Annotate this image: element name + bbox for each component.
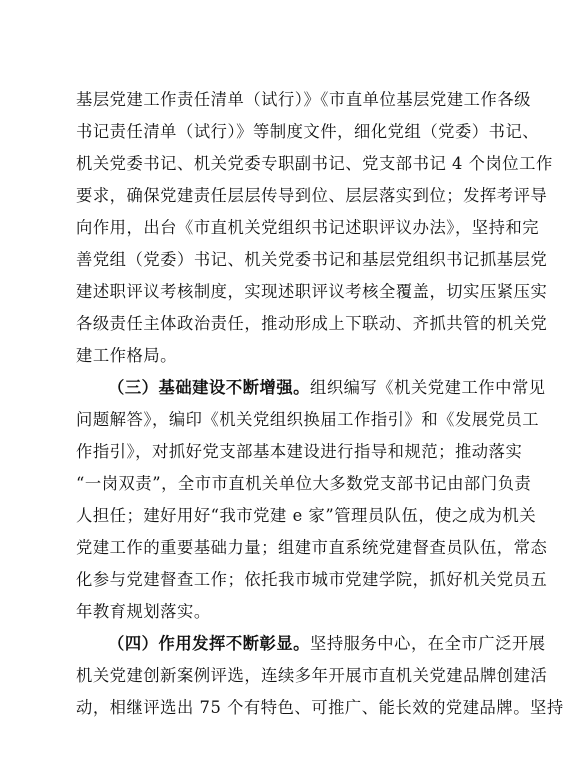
paragraph-line: 基层党建工作责任清单（试行）》《市直单位基层党建工作各级 — [76, 90, 531, 109]
paragraph-line: 要求，确保党建责任层层传导到位、层层落实到位；发挥考评导 — [76, 186, 548, 205]
paragraph-line: 善党组（党委）书记、机关党委书记和基层党组织书记抓基层党 — [76, 250, 548, 269]
paragraph-line: 机关党委书记、机关党委专职副书记、党支部书记 4 个岗位工作 — [76, 154, 553, 173]
paragraph-line: 党建工作的重要基础力量；组建市直系统党建督查员队伍，常态 — [76, 538, 548, 557]
paragraph-line: 建述职评议考核制度，实现述职评议考核全覆盖，切实压紧压实 — [76, 282, 548, 301]
section-4-lead-text: 坚持服务中心，在全市广泛开展 — [309, 634, 546, 653]
paragraph-line: 动，相继评选出 75 个有特色、可推广、能长效的党建品牌。坚持 — [76, 698, 564, 717]
paragraph-line: 作指引》，对抓好党支部基本建设进行指导和规范；推动落实 — [76, 442, 523, 461]
section-4-first-line — [108, 633, 546, 655]
paragraph-line: 建工作格局。 — [76, 346, 177, 365]
paragraph-line: 年教育规划落实。 — [76, 602, 211, 621]
paragraph-line: 各级责任主体政治责任，推动形成上下联动、齐抓共管的机关党 — [76, 314, 548, 333]
section-4-heading: （四）作用发挥不断彰显。 — [108, 634, 310, 653]
section-3-heading: （三）基础建设不断增强。 — [108, 378, 310, 397]
paragraph-line: 人担任；建好用好“我市党建 e 家”管理员队伍，使之成为机关 — [76, 506, 537, 525]
paragraph-line: 机关党建创新案例评选，连续多年开展市直机关党建品牌创建活 — [76, 666, 548, 685]
paragraph-line: 书记责任清单（试行）》等制度文件，细化党组（党委）书记、 — [76, 122, 540, 141]
paragraph-line: 化参与党建督查工作；依托我市城市党建学院，抓好机关党员五 — [76, 570, 548, 589]
section-3-first-line — [108, 377, 546, 399]
section-3-lead-text: 组织编写《机关党建工作中常见 — [309, 378, 546, 397]
paragraph-line: “一岗双责”，全市市直机关单位大多数党支部书记由部门负责 — [76, 474, 532, 493]
paragraph-line: 向作用，出台《市直机关党组织书记述职评议办法》，坚持和完 — [76, 218, 540, 237]
paragraph-line: 问题解答》，编印《机关党组织换届工作指引》和《发展党员工 — [76, 410, 540, 429]
